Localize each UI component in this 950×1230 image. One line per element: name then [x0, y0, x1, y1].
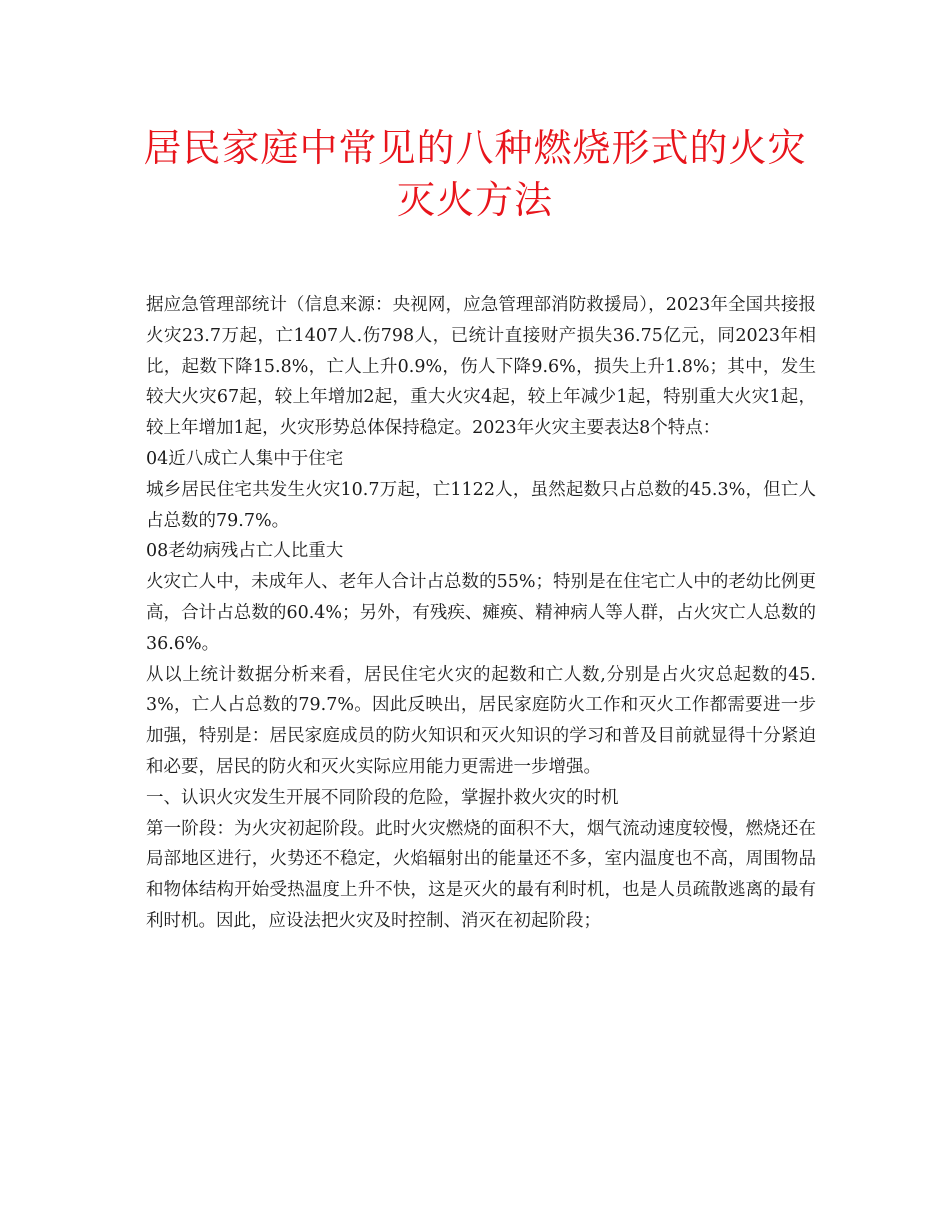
paragraph-analysis: 从以上统计数据分析来看，居民住宅火灾的起数和亡人数,分别是占火灾总起数的45.3%，亡人占总数的79.7%。因此反映出，居民家庭防火工作和灭火工作都需要进一步加强，特别是：居民家庭成员的防火知识和灭火知识的学习和普及目前就显得十分紧迫和必要，居民的防火和灭火实际应用能力更需进一步增强。	[146, 664, 816, 777]
section-heading-1: 一、认识火灾发生开展不同阶段的危险，掌握扑救火灾的时机	[146, 787, 619, 808]
paragraph-stage-1: 第一阶段：为火灾初起阶段。此时火灾燃烧的面积不大，烟气流动速度较慢，燃烧还在局部地区进行，火势还不稳定，火焰辐射出的能量还不多，室内温度也不高，周围物品和物体结构开始受热温度上升不快，这是灭火的最有利时机，也是人员疏散逃离的最有利时机。因此，应设法把火灾及时控制、消灭在初起阶段；	[146, 818, 816, 931]
document-body	[146, 290, 816, 937]
paragraph-residential: 城乡居民住宅共发生火灾10.7万起，亡1122人，虽然起数只占总数的45.3%，但亡人占总数的79.7%。	[146, 479, 816, 531]
paragraph-intro: 据应急管理部统计（信息来源：央视网，应急管理部消防救援局），2023年全国共接报火灾23.7万起，亡1407人.伤798人，已统计直接财产损失36.75亿元，同2023年相比，起数下降15.8%，亡人上升0.9%，伤人下降9.6%，损失上升1.8%；其中，发生较大火灾67起，较上年增加2起，重大火灾4起，较上年减少1起，特别重大火灾1起，较上年增加1起，火灾形势总体保持稳定。2023年火灾主要表达8个特点：	[146, 295, 816, 439]
heading-08: 08老幼病残占亡人比重大	[146, 541, 344, 562]
heading-04: 04近八成亡人集中于住宅	[146, 448, 344, 469]
title-line-1: 居民家庭中常见的八种燃烧形式的火灾	[143, 126, 807, 170]
paragraph-vulnerable: 火灾亡人中，未成年人、老年人合计占总数的55%；特别是在住宅亡人中的老幼比例更高，合计占总数的60.4%；另外，有残疾、瘫痪、精神病人等人群，占火灾亡人总数的36.6%。	[146, 572, 816, 654]
document-title	[120, 122, 830, 226]
title-line-2: 灭火方法	[396, 178, 553, 222]
